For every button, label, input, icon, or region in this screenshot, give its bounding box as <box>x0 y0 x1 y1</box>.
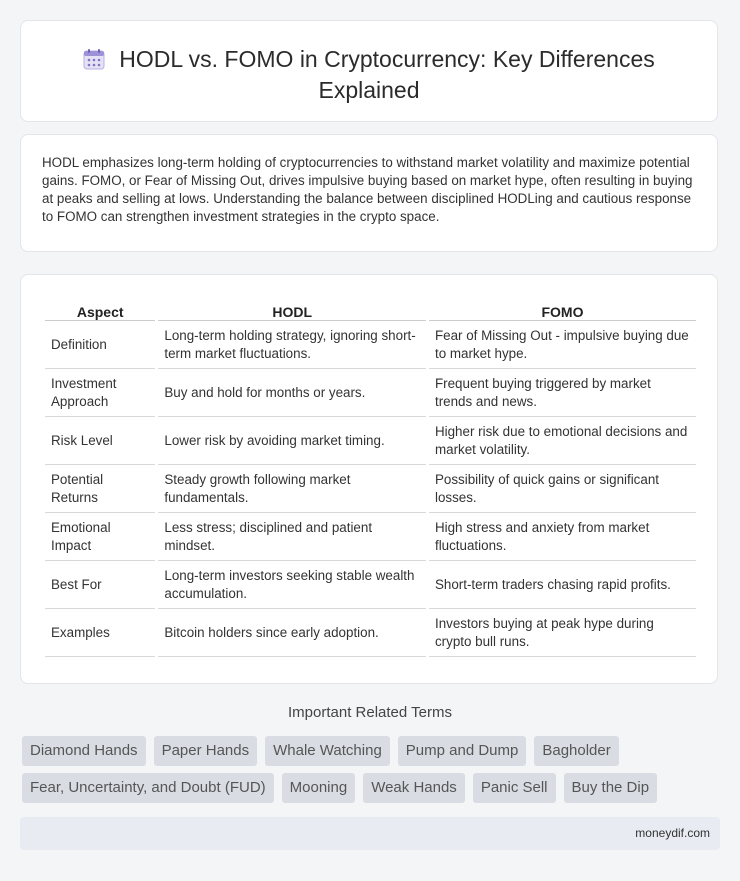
row-fomo: Frequent buying triggered by market trends and news. <box>429 369 696 417</box>
related-terms <box>22 736 722 810</box>
row-hodl: Bitcoin holders since early adoption. <box>158 609 426 657</box>
table-header-row <box>45 295 696 321</box>
row-hodl: Long-term holding strategy, ignoring short-term market fluctuations. <box>158 321 426 369</box>
tag-buy-the-dip[interactable]: Buy the Dip <box>564 773 658 803</box>
row-fomo: Short-term traders chasing rapid profits. <box>429 561 696 609</box>
row-fomo: High stress and anxiety from market fluctuations. <box>429 513 696 561</box>
tag-fud[interactable]: Fear, Uncertainty, and Doubt (FUD) <box>22 773 274 803</box>
row-aspect: Examples <box>45 609 155 657</box>
row-fomo: Investors buying at peak hype during crypto bull runs. <box>429 609 696 657</box>
table-row <box>45 609 696 657</box>
footer-site: moneydif.com <box>635 826 710 840</box>
table-row <box>45 561 696 609</box>
row-aspect: Potential Returns <box>45 465 155 513</box>
intro-text: HODL emphasizes long-term holding of cryptocurrencies to withstand market volatility and maximize potential gains. FOMO, or Fear of Missing Out, drives impulsive buying based on market hype, often resulting in buying at peaks and selling at lows. Understanding the balance between disciplined HODLing and cautious response to FOMO can strengthen investment strategies in the crypto space. <box>42 155 693 224</box>
tag-weak-hands[interactable]: Weak Hands <box>363 773 465 803</box>
row-hodl: Buy and hold for months or years. <box>158 369 426 417</box>
tag-paper-hands[interactable]: Paper Hands <box>154 736 258 766</box>
tag-panic-sell[interactable]: Panic Sell <box>473 773 556 803</box>
header-fomo: FOMO <box>429 295 696 321</box>
tag-row-2 <box>22 773 722 803</box>
header-aspect: Aspect <box>45 295 155 321</box>
tag-diamond-hands[interactable]: Diamond Hands <box>22 736 146 766</box>
row-fomo: Higher risk due to emotional decisions and market volatility. <box>429 417 696 465</box>
row-fomo: Fear of Missing Out - impulsive buying due to market hype. <box>429 321 696 369</box>
table-row <box>45 417 696 465</box>
row-aspect: Best For <box>45 561 155 609</box>
title-line-2: Explained <box>318 77 420 103</box>
row-hodl: Lower risk by avoiding market timing. <box>158 417 426 465</box>
row-aspect: Risk Level <box>45 417 155 465</box>
row-aspect: Definition <box>45 321 155 369</box>
intro-card <box>20 134 718 252</box>
table-row <box>45 321 696 369</box>
tag-pump-and-dump[interactable]: Pump and Dump <box>398 736 527 766</box>
row-aspect: Emotional Impact <box>45 513 155 561</box>
calendar-icon <box>83 48 105 76</box>
tag-row-1 <box>22 736 722 766</box>
comparison-table <box>42 295 699 657</box>
tag-whale-watching[interactable]: Whale Watching <box>265 736 390 766</box>
related-terms-title: Important Related Terms <box>288 704 452 721</box>
row-hodl: Less stress; disciplined and patient mindset. <box>158 513 426 561</box>
header-hodl: HODL <box>158 295 426 321</box>
table-row <box>45 369 696 417</box>
footer <box>20 817 720 850</box>
table-row <box>45 513 696 561</box>
row-fomo: Possibility of quick gains or significant losses. <box>429 465 696 513</box>
title-card <box>20 20 718 122</box>
tag-bagholder[interactable]: Bagholder <box>534 736 618 766</box>
title-line-1: HODL vs. FOMO in Cryptocurrency: Key Differences <box>119 46 655 72</box>
row-hodl: Steady growth following market fundamentals. <box>158 465 426 513</box>
row-hodl: Long-term investors seeking stable wealth accumulation. <box>158 561 426 609</box>
row-aspect: Investment Approach <box>45 369 155 417</box>
comparison-card <box>20 274 718 684</box>
page-title <box>21 45 717 104</box>
table-row <box>45 465 696 513</box>
tag-mooning[interactable]: Mooning <box>282 773 356 803</box>
